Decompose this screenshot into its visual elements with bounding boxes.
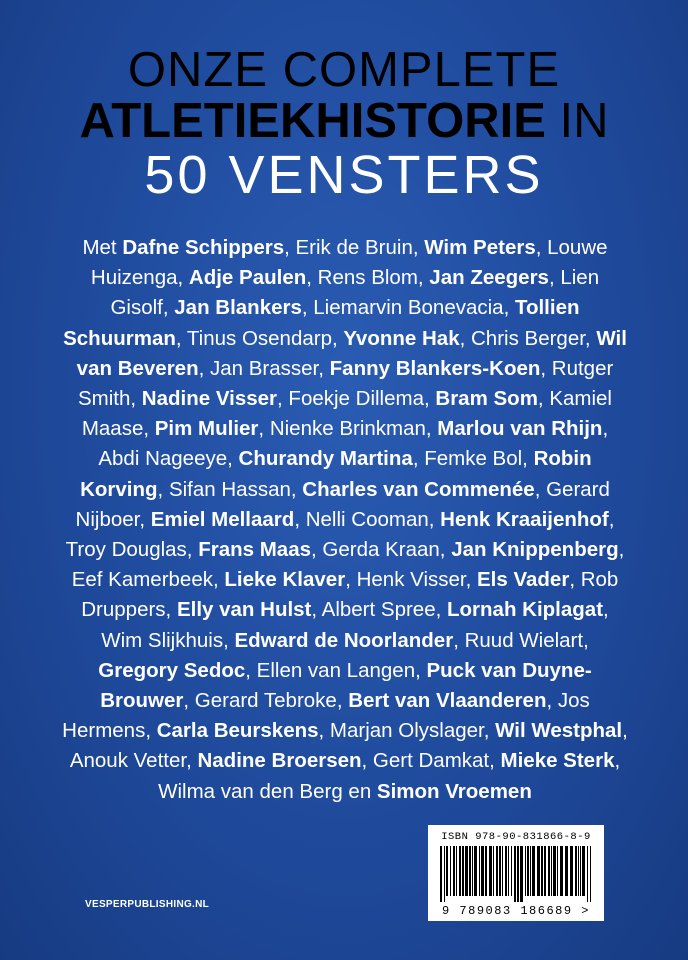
barcode-digits: 9 789083 186689 > — [442, 904, 590, 918]
barcode-bars — [438, 846, 594, 902]
barcode-bar — [505, 846, 507, 896]
athlete-name-bold: Jan Blankers — [174, 296, 302, 320]
athlete-name-bold: Elly van Hulst — [176, 598, 312, 622]
athlete-name-text: , Liemarvin Bonevacia, — [301, 296, 515, 320]
barcode-bar — [481, 846, 484, 896]
title-line-2-rest: IN — [545, 94, 609, 148]
barcode-bar — [444, 846, 445, 902]
athlete-name-text: , Eef Kamerbeek, — [71, 538, 625, 592]
athlete-name-text: , Lien Gisolf, — [110, 266, 600, 320]
barcode-bar — [453, 846, 455, 896]
athlete-name-bold: Bert van Vlaanderen — [348, 689, 547, 713]
athlete-name-text: , Rob Druppers, — [81, 568, 619, 622]
barcode-bar — [532, 846, 535, 896]
barcode-bar — [537, 846, 540, 896]
athlete-name-bold: Robin Korving — [80, 447, 592, 501]
barcode-bar — [511, 846, 512, 896]
athlete-name-bold: Frans Maas — [198, 538, 312, 562]
athlete-name-text: , Sifan Hassan, — [157, 477, 303, 501]
athlete-name-text: , Louwe Huizenga, — [90, 236, 608, 290]
title-line-2 — [0, 94, 688, 148]
athlete-name-text: , Ruud Wielart, — [453, 628, 589, 652]
barcode-bar — [570, 846, 573, 896]
barcode-bar — [575, 846, 577, 896]
athlete-name-text: , Kamiel Maase, — [81, 387, 612, 441]
athlete-name-bold: Els Vader — [477, 568, 570, 592]
barcode-bar — [565, 846, 568, 896]
barcode-bar — [587, 846, 588, 902]
barcode-bar — [450, 846, 451, 896]
athlete-name-text: , Rutger Smith, — [78, 356, 614, 411]
barcode-bar — [582, 846, 585, 896]
athlete-name-bold: Nadine Broersen — [197, 749, 362, 773]
athlete-name-text: , Wilma van den Berg en — [158, 749, 621, 803]
athlete-name-text: , Gerard Tebroke, — [183, 689, 349, 713]
athlete-name-text: , Abdi Nageeye, — [98, 417, 609, 471]
athlete-name-text: , Ellen van Langen, — [245, 658, 427, 682]
athlete-names-list — [62, 233, 628, 807]
athlete-name-text: Met — [82, 236, 123, 259]
barcode-bar — [557, 846, 558, 896]
barcode-bar — [493, 846, 494, 896]
barcode-bar — [553, 846, 556, 896]
barcode-bar — [551, 846, 552, 896]
athlete-name-text: , Jan Brasser, — [198, 356, 330, 380]
athlete-name-bold: Yvonne Hak — [343, 326, 460, 350]
athlete-name-text: , Gert Damkat, — [361, 749, 501, 773]
title-line-3: 50 VENSTERS — [144, 145, 544, 205]
athlete-name-text: , Foekje Dillema, — [277, 387, 436, 411]
athlete-name-bold: Henk Kraaijenhof — [440, 507, 609, 531]
athlete-name-bold: Bram Som — [435, 387, 538, 411]
athlete-name-text: , Chris Berger, — [459, 326, 597, 350]
athlete-name-text: , Henk Visser, — [345, 568, 477, 592]
cover-title — [0, 43, 688, 205]
athlete-name-bold: Pim Mulier — [154, 417, 259, 441]
athlete-name-bold: Emiel Mellaard — [150, 507, 295, 531]
barcode-bar — [517, 846, 519, 902]
barcode-bar — [514, 846, 516, 902]
barcode-bar — [459, 846, 461, 896]
barcode-bar — [508, 846, 509, 896]
athlete-name-bold: Lornah Kiplagat — [447, 598, 604, 622]
athlete-name-bold: Mieke Sterk — [500, 749, 615, 773]
barcode-bar — [525, 846, 526, 896]
barcode-bar — [446, 846, 448, 896]
athlete-name-bold: Nadine Visser — [141, 387, 278, 411]
barcode-bar — [560, 846, 563, 896]
barcode-bar — [456, 846, 457, 896]
barcode-bar — [530, 846, 531, 896]
athlete-name-text: , Anouk Vetter, — [69, 719, 628, 773]
athlete-name-text: , Rens Blom, — [306, 266, 430, 290]
barcode-bar — [440, 846, 442, 902]
athlete-name-text: , Gerda Kraan, — [311, 538, 452, 562]
barcode-bar — [479, 846, 480, 896]
barcode-bar — [502, 846, 503, 896]
barcode-bar — [544, 846, 546, 896]
athlete-name-text: , Nienke Brinkman, — [258, 417, 438, 441]
barcode-bar — [520, 846, 523, 902]
barcode-bar — [590, 846, 591, 902]
athlete-name-bold: Carla Beurskens — [156, 719, 319, 743]
barcode-bar — [485, 846, 487, 896]
barcode-bar — [469, 846, 471, 896]
athlete-name-text: , Nelli Cooman, — [294, 507, 441, 531]
athlete-name-text: , Femke Bol, — [412, 447, 534, 471]
athlete-name-bold: Simon Vroemen — [376, 779, 532, 803]
barcode-bar — [496, 846, 498, 896]
athlete-name-bold: Edward de Noorlander — [234, 628, 454, 652]
athlete-name-bold: Marlou van Rhijn — [437, 417, 603, 441]
barcode-bar — [548, 846, 550, 896]
athlete-name-text: , Jos Hermens, — [62, 689, 590, 743]
athlete-name-bold: Jan Zeegers — [429, 266, 549, 290]
barcode-bar — [465, 846, 468, 896]
athlete-name-bold: Charles van Commenée — [302, 477, 535, 501]
athlete-name-bold: Gregory Sedoc — [98, 658, 246, 682]
athlete-name-bold: Fanny Blankers-Koen — [329, 356, 541, 380]
athlete-name-text: , Tinus Osendarp, — [175, 326, 344, 350]
barcode-bar — [489, 846, 492, 896]
barcode-bar — [499, 846, 501, 896]
athlete-name-bold: Tollien Schuurman — [63, 296, 580, 350]
athlete-name-bold: Churandy Martina — [238, 447, 413, 471]
barcode-bar — [580, 846, 581, 896]
barcode-bar — [541, 846, 543, 896]
athlete-name-text: , Wim Slijkhuis, — [101, 598, 609, 652]
athlete-name-text: , Troy Douglas, — [65, 507, 615, 562]
athlete-name-bold: Jan Knippenberg — [451, 538, 619, 562]
athlete-name-text: , Albert Spree, — [311, 598, 447, 622]
barcode-bar — [474, 846, 477, 896]
athlete-name-bold: Wil Westphal — [495, 719, 623, 743]
athlete-name-bold: Dafne Schippers — [122, 236, 285, 259]
athlete-name-bold: Wil van Beveren — [76, 326, 627, 380]
athlete-name-text: , Erik de Bruin, — [284, 236, 425, 259]
isbn-barcode — [428, 825, 604, 921]
barcode-bar — [472, 846, 473, 896]
title-line-2-bold: ATLETIEKHISTORIE — [79, 94, 546, 148]
title-line-1: ONZE COMPLETE — [127, 43, 561, 97]
publisher-url: VESPERPUBLISHING.NL — [85, 899, 210, 910]
athlete-name-text: , Gerard Nijboer, — [75, 477, 610, 531]
barcode-bar — [462, 846, 464, 896]
athlete-name-bold: Wim Peters — [424, 236, 536, 259]
barcode-bar — [578, 846, 579, 896]
athlete-name-bold: Adje Paulen — [188, 266, 307, 290]
barcode-bar — [527, 846, 529, 896]
athlete-name-bold: Lieke Klaver — [224, 568, 346, 592]
athlete-name-text: , Marjan Olyslager, — [318, 719, 496, 743]
athlete-name-bold: Puck van Duyne-Brouwer — [100, 658, 592, 713]
isbn-number: ISBN 978-90-831866-8-9 — [441, 831, 591, 843]
